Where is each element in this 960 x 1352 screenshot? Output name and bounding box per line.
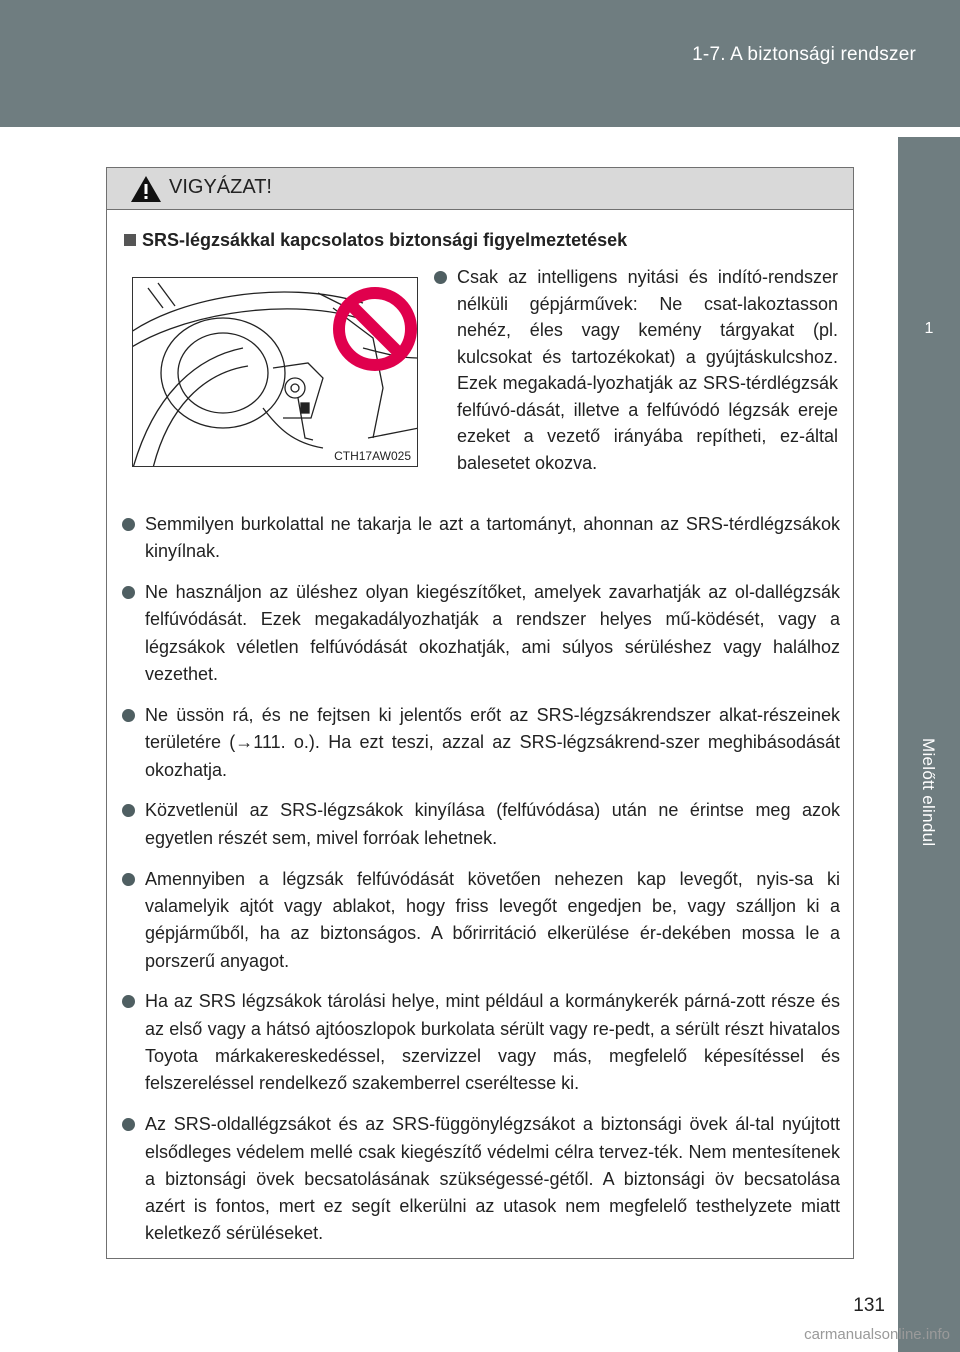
chapter-number: 1 — [924, 320, 934, 337]
header-band — [0, 0, 960, 127]
list-item — [122, 511, 840, 566]
chapter-tab — [898, 137, 960, 360]
illustration-code: CTH17AW025 — [334, 449, 411, 463]
warning-header — [107, 168, 853, 210]
bullet-dot-icon — [122, 873, 135, 886]
chapter-strip — [898, 360, 960, 1352]
warning-bullet-list — [122, 511, 840, 1261]
watermark-text[interactable]: carmanualsonline.info — [804, 1326, 950, 1343]
warning-triangle-icon — [130, 175, 162, 203]
section-title: 1-7. A biztonsági rendszer — [692, 44, 916, 65]
chapter-label: Mielőtt elindul — [919, 738, 938, 847]
bullet-dot-icon — [434, 271, 447, 284]
bullet-text: Ne használjon az üléshez olyan kiegészítőket, amelyek zavarhatják az ol-dallégzsák felfúvódását. Ezek megakadályozhatják a rendszer helyes mű-ködését, vagy a légzsákok véletlen felfúvódását okozhatják, ami súlyos sérüléshez vagy halálhoz vezethet. — [145, 582, 840, 685]
bullet-text: Amennyiben a légzsák felfúvódását követően nehezen kap levegőt, nyis-sa ki valamelyik ajtót vagy ablakot, hogy friss levegőt engedjen be, vagy szálljon ki a gépjárműből, ha az biztonságos. A bőrirritáció elkerülése ér-dekében mossa le a porszerű anyagot. — [145, 868, 840, 971]
list-item — [122, 988, 840, 1097]
bullet-text: Közvetlenül az SRS-légzsákok kinyílása (felfúvódása) után ne érintse meg azok egyetlen részét sem, mivel forróak lehetnek. — [145, 800, 840, 848]
list-item — [122, 702, 840, 784]
bullet-dot-icon — [122, 995, 135, 1008]
warning-subheading — [124, 230, 627, 251]
list-item — [122, 579, 840, 688]
bullet-dot-icon — [122, 518, 135, 531]
page-number: 131 — [853, 1295, 885, 1316]
warning-box — [106, 167, 854, 1259]
list-item — [122, 797, 840, 852]
list-item — [122, 1111, 840, 1247]
list-item — [434, 264, 838, 476]
warning-title: VIGYÁZAT! — [169, 176, 272, 198]
bullet-text: Ha az SRS légzsákok tárolási helye, mint például a kormánykerék párná-zott része és az első vagy a hátsó ajtóoszlopok burkolata sérült vagy re-pedt, a sérült részt hivatalos Toyota márkakereskedéssel, szervizzel vagy más, megfelelő képesítéssel és felszereléssel rendelkező szakemberrel cseréltesse ki. — [145, 991, 840, 1094]
bullet-dot-icon — [122, 1118, 135, 1131]
steering-wheel-illustration — [132, 277, 418, 467]
bullet-dot-icon — [122, 804, 135, 817]
bullet-dot-icon — [122, 709, 135, 722]
list-item — [122, 866, 840, 975]
square-bullet-icon — [124, 234, 136, 246]
bullet-text: Az SRS-oldallégzsákot és az SRS-függönylégzsákot a biztonsági övek ál-tal nyújtott elsődleges védelem mellé csak kiegészítő védelmi célra tervez-ték. Nem mentesítenek a biztonsági övek becsatolásának szükségessé-gétől. A biztonsági öv becsatolása azért is fontos, mert ez segít elkerülni az utasok nem megfelelő testhelyzete miatt keletkező sérüléseket. — [145, 1114, 840, 1244]
bullet-text: Semmilyen burkolattal ne takarja le azt a tartományt, ahonnan az SRS-térdlégzsákok kinyílnak. — [145, 514, 840, 562]
prohibited-icon — [332, 286, 418, 372]
bullet-text: Csak az intelligens nyitási és indító-rendszer nélküli gépjárművek: Ne csat-lakoztasson nehéz, éles vagy kemény tárgyakat (pl. kulcsokat és tartozékokat) a gyújtáskulcshoz. Ezek megakadá-lyozhatják az SRS-térdlégzsák felfúvó-dását, illetve a felfúvódó légzsák ereje ezeket a vezető irányába repítheti, ez-által balesetet okozva. — [457, 267, 838, 473]
bullet-dot-icon — [122, 586, 135, 599]
bullet-text: Ne üssön rá, és ne fejtsen ki jelentős erőt az SRS-légzsákrendszer alkat-részeinek területére (→111. o.). Ha ezt teszi, azzal az SRS-légzsákrend-szer meghibásodását okozhatja. — [145, 704, 840, 780]
subheading-text: SRS-légzsákkal kapcsolatos biztonsági figyelmeztetések — [142, 230, 628, 250]
